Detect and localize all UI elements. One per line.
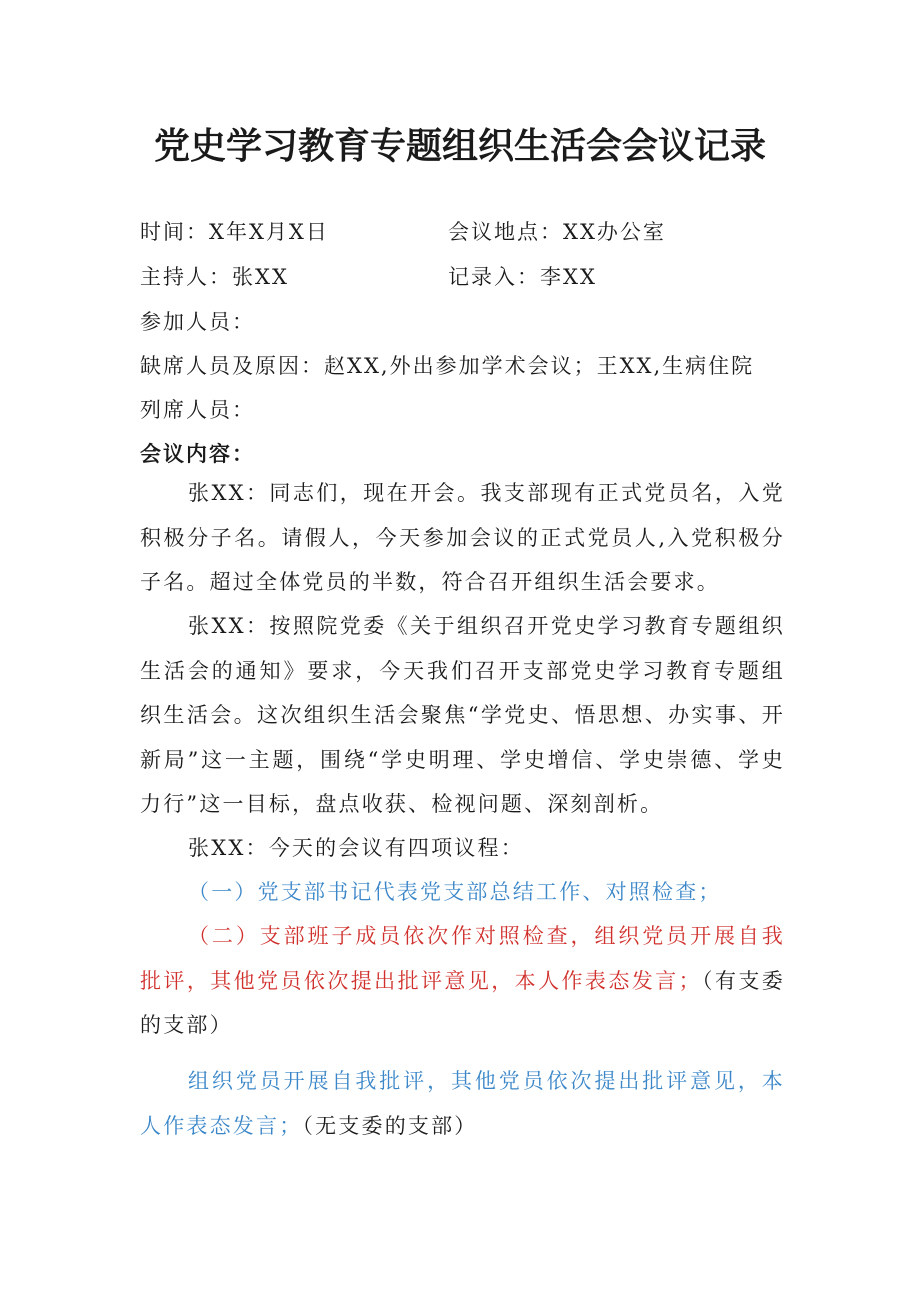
paragraph-agenda-intro: 张XX：今天的会议有四项议程： <box>188 836 524 860</box>
meeting-recorder: 记录入：李XX <box>448 265 597 289</box>
meeting-host: 主持人：张XX <box>140 265 289 289</box>
meeting-time: 时间：X年X月X日 <box>140 220 329 244</box>
agenda-item-2 <box>140 914 785 1048</box>
meeting-absentees: 缺席人员及原因：赵XX,外出参加学术会议；王XX,生病住院 <box>140 354 755 378</box>
agenda-item-1: （一）党支部书记代表党支部总结工作、对照检查； <box>188 880 722 904</box>
agenda-item-2-note: （有支委的支部） <box>140 968 785 1037</box>
content-heading: 会议内容： <box>140 441 255 466</box>
document-title: 党史学习教育专题组织生活会会议记录 <box>153 126 766 167</box>
agenda-item-2-alt <box>140 1059 785 1148</box>
meeting-attendees: 参加人员： <box>140 310 255 334</box>
meeting-location: 会议地点：XX办公室 <box>448 220 666 244</box>
agenda-item-2-alt-text: 组织党员开展自我批评，其他党员依次提出批评意见，本人作表态发言； <box>140 1069 785 1138</box>
agenda-item-2-text: （二）支部班子成员依次作对照检查，组织党员开展自我批评，其他党员依次提出批评意见，本人作表态发言； <box>140 924 785 993</box>
paragraph-roll-call: 张XX：同志们，现在开会。我支部现有正式党员名，入党积极分子名。请假人，今天参加会议的正式党员人,入党积极分子名。超过全体党员的半数，符合召开组织生活会要求。 <box>140 481 785 594</box>
meeting-observers: 列席人员： <box>140 398 255 422</box>
agenda-item-2-alt-note: （无支委的支部） <box>302 1113 478 1138</box>
paragraph-purpose: 张XX：按照院党委《关于组织召开党史学习教育专题组织生活会的通知》要求，今天我们召开支部党史学习教育专题组织生活会。这次组织生活会聚焦“学党史、悟思想、办实事、开新局”这一主题，围绕“学史明理、学史增信、学史崇德、学史力行”这一目标，盘点收获、检视问题、深刻剖析。 <box>140 614 785 816</box>
